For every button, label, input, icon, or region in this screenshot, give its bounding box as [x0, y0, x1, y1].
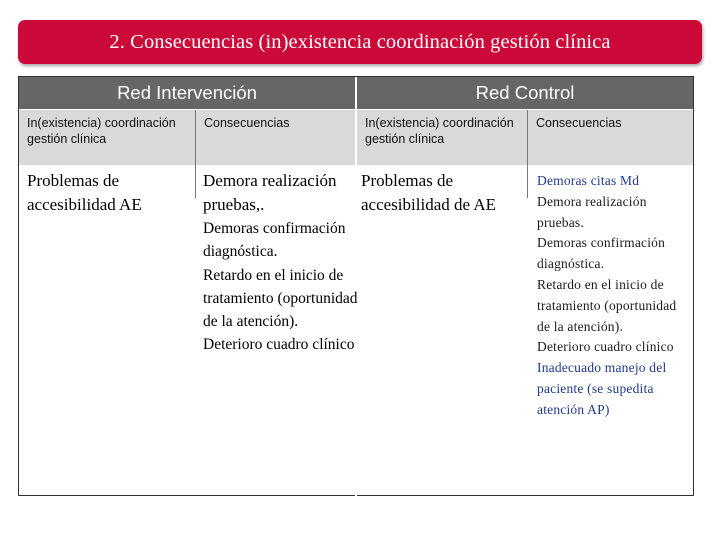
control-consequences-cell — [537, 171, 691, 421]
consequence-item: Demoras citas Md — [537, 173, 640, 188]
column-header-coordination-intervencion: In(existencia) coordinación gestión clínica — [19, 110, 195, 165]
column-header-consequences-control: Consecuencias — [528, 110, 693, 165]
column-divider — [527, 110, 528, 198]
consequence-item: Demora realización pruebas,. — [203, 171, 337, 214]
group-header-intervencion: Red Intervención — [19, 77, 355, 109]
control-problem-cell: Problemas de accesibilidad de AE — [361, 171, 497, 214]
column-header-consequences-intervencion: Consecuencias — [196, 110, 355, 165]
comparison-table — [18, 76, 694, 496]
slide-title-bar — [18, 20, 702, 64]
slide-title: 2. Consecuencias (in)existencia coordinación gestión clínica — [109, 30, 611, 53]
intervencion-consequences-cell — [203, 169, 361, 357]
consequence-item: Retardo en el inicio de tratamiento (oportunidad de la atención). — [203, 266, 358, 331]
consequence-item: Demora realización pruebas. — [537, 193, 647, 230]
column-divider — [195, 110, 196, 198]
consequence-item: Deterioro cuadro clínico — [203, 336, 355, 354]
group-header-control: Red Control — [357, 77, 693, 109]
consequence-item: Demoras confirmación diagnóstica. — [537, 235, 666, 272]
consequence-item: Inadecuado manejo del paciente (se supedita atención AP) — [537, 360, 667, 417]
consequence-item: Demoras confirmación diagnóstica. — [203, 220, 346, 261]
consequence-item: Retardo en el inicio de tratamiento (oportunidad de la atención). — [537, 276, 677, 334]
column-header-coordination-control: In(existencia) coordinación gestión clínica — [357, 110, 527, 165]
intervencion-problem-cell: Problemas de accesibilidad AE — [27, 171, 142, 214]
consequence-item: Deterioro cuadro clínico — [537, 339, 674, 355]
